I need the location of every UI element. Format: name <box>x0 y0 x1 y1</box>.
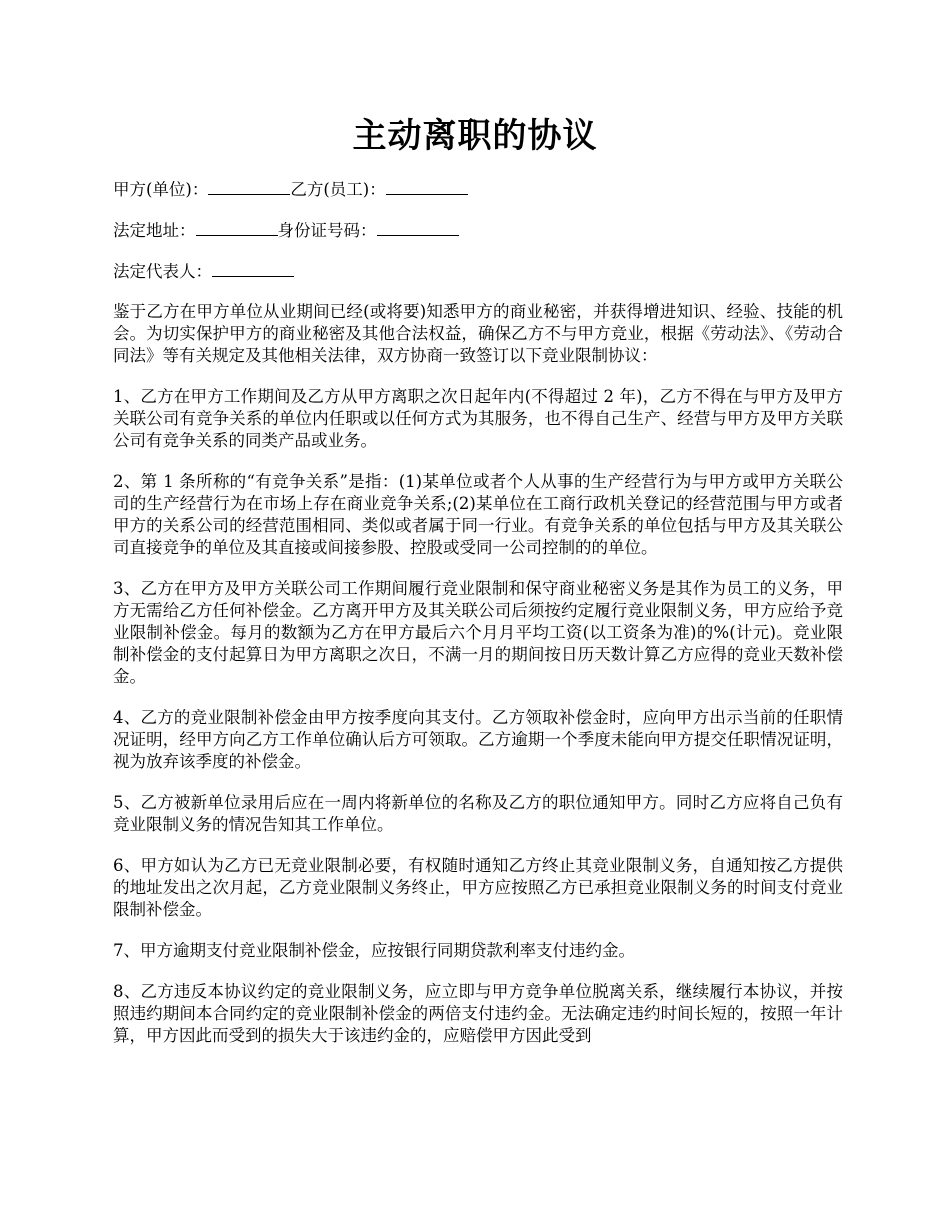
document-title: 主动离职的协议 <box>352 116 598 156</box>
party-b-label: 乙方(员工)： <box>290 180 386 199</box>
legal-rep-blank <box>212 260 294 277</box>
party-a-blank <box>208 178 290 195</box>
clause-2-paragraph: 2、第 1 条所称的“有竞争关系”是指：(1)某单位或者个人从事的生产经营行为与甲方或甲方关联公司的生产经营行为在市场上存在商业竞争关系;(2)某单位在工商行政机关登记的经营范围与甲方或者甲方的关系公司的经营范围相同、类似或者属于同一行业。有竞争关系的单位包括与甲方及其关联公司直接竞争的单位及其直接或间接参股、控股或受同一公司控制的的单位。 <box>113 472 843 557</box>
clause-3-paragraph: 3、乙方在甲方及甲方关联公司工作期间履行竞业限制和保守商业秘密义务是其作为员工的义务，甲方无需给乙方任何补偿金。乙方离开甲方及其关联公司后须按约定履行竞业限制义务，甲方应给予竞业限制补偿金。每月的数额为乙方在甲方最后六个月月平均工资(以工资条为准)的%(计元)。竞业限制补偿金的支付起算日为甲方离职之次日，不满一月的期间按日历天数计算乙方应得的竞业天数补偿金。 <box>113 579 843 686</box>
document-body <box>113 178 843 1066</box>
legal-address-blank <box>196 219 278 236</box>
clause-7-paragraph: 7、甲方逾期支付竞业限制补偿金，应按银行同期贷款利率支付违约金。 <box>113 941 635 960</box>
party-fields-line <box>113 178 843 201</box>
clause-4-paragraph: 4、乙方的竞业限制补偿金由甲方按季度向其支付。乙方领取补偿金时，应向甲方出示当前的任职情况证明，经甲方向乙方工作单位确认后方可领取。乙方逾期一个季度未能向甲方提交任职情况证明，视为放弃该季度的补偿金。 <box>113 708 843 771</box>
legal-rep-fields-line <box>113 260 843 283</box>
party-a-label: 甲方(单位)： <box>113 180 209 199</box>
address-id-fields-line <box>113 219 843 242</box>
legal-address-label: 法定地址： <box>113 221 196 240</box>
preamble-paragraph: 鉴于乙方在甲方单位从业期间已经(或将要)知悉甲方的商业秘密，并获得增进知识、经验、技能的机会。为切实保护甲方的商业秘密及其他合法权益，确保乙方不与甲方竞业，根据《劳动法》、《劳动合同法》等有关规定及其他相关法律，双方协商一致签订以下竞业限制协议： <box>113 302 843 365</box>
id-number-blank <box>377 219 459 236</box>
clause-6-paragraph: 6、甲方如认为乙方已无竞业限制必要，有权随时通知乙方终止其竞业限制义务，自通知按乙方提供的地址发出之次月起，乙方竞业限制义务终止，甲方应按照乙方已承担竞业限制义务的时间支付竞业限制补偿金。 <box>113 856 843 919</box>
clause-8-paragraph: 8、乙方违反本协议约定的竞业限制义务，应立即与甲方竞争单位脱离关系，继续履行本协议，并按照违约期间本合同约定的竞业限制补偿金的两倍支付违约金。无法确定违约时间长短的，按照一年计算，甲方因此而受到的损失大于该违约金的，应赔偿甲方因此受到 <box>113 982 843 1045</box>
id-number-label: 身份证号码： <box>277 221 377 240</box>
clause-5-paragraph: 5、乙方被新单位录用后应在一周内将新单位的名称及乙方的职位通知甲方。同时乙方应将自己负有竞业限制义务的情况告知其工作单位。 <box>113 793 843 834</box>
party-b-blank <box>386 178 468 195</box>
legal-rep-label: 法定代表人： <box>113 262 212 281</box>
clause-1-paragraph: 1、乙方在甲方工作期间及乙方从甲方离职之次日起年内(不得超过 2 年)，乙方不得在与甲方及甲方关联公司有竞争关系的单位内任职或以任何方式为其服务，也不得自己生产、经营与甲方及甲方关联公司有竞争关系的同类产品或业务。 <box>113 387 843 450</box>
